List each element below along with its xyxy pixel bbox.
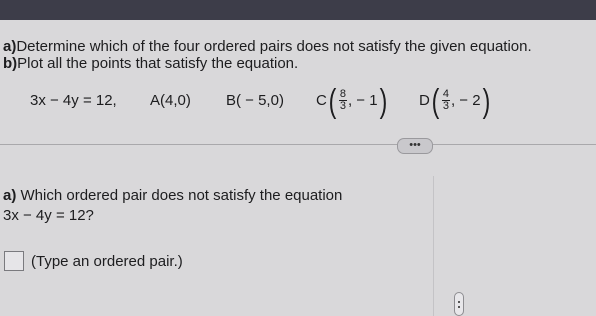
close-paren: ) [379, 81, 387, 119]
close-paren: ) [482, 81, 490, 119]
point-c [316, 80, 389, 120]
question-text: Which ordered pair does not satisfy the equation [20, 187, 343, 204]
equation-text: 3x − 4y = 12, [30, 91, 117, 109]
answer-hint: (Type an ordered pair.) [31, 253, 183, 270]
top-toolbar-strip [0, 0, 596, 20]
grip-icon [458, 301, 460, 303]
point-b: B( − 5,0) [226, 91, 284, 109]
question-label: a) [3, 187, 17, 204]
instruction-part-b [3, 55, 298, 73]
part-a-text: Determine which of the four ordered pairs does not satisfy the given equation. [16, 38, 532, 55]
point-d [419, 80, 492, 120]
question-equation: 3x − 4y = 12? [3, 207, 94, 224]
part-b-text: Plot all the points that satisfy the equation. [17, 55, 299, 72]
fraction-denominator: 3 [339, 99, 346, 112]
panel-divider-line [433, 176, 434, 316]
point-d-rest: , − 2 [450, 91, 481, 109]
open-paren: ( [328, 81, 337, 119]
point-c-rest: , − 1 [347, 91, 378, 109]
instruction-part-a [3, 38, 532, 56]
point-a: A(4,0) [150, 91, 191, 109]
question-part-a [3, 186, 403, 226]
section-divider [0, 144, 596, 145]
point-d-label: D [419, 91, 430, 109]
open-paren: ( [431, 81, 440, 119]
fraction-numerator: 8 [339, 87, 346, 100]
point-c-fraction [339, 89, 347, 112]
scrollbar-handle[interactable] [454, 292, 464, 316]
answer-input-box[interactable] [4, 251, 24, 271]
fraction-numerator: 4 [442, 87, 449, 100]
point-d-fraction [442, 89, 450, 112]
point-c-label: C [316, 91, 327, 109]
part-b-label: b) [3, 55, 18, 72]
fraction-denominator: 3 [442, 99, 449, 112]
part-a-label: a) [3, 38, 17, 55]
expand-more-button[interactable]: ••• [397, 138, 433, 154]
